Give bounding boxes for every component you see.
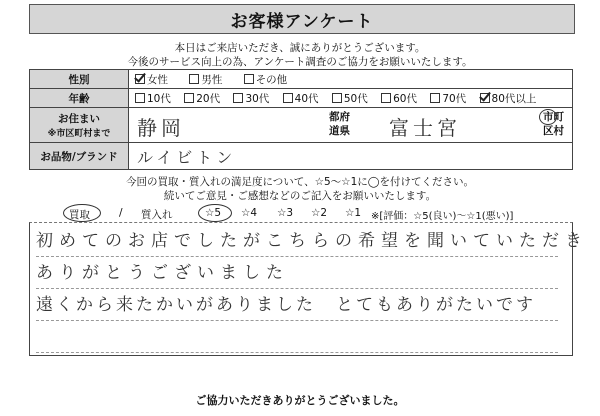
- survey-form-table: [29, 69, 573, 170]
- city-circle-mark: [539, 109, 557, 125]
- address-row: [30, 108, 573, 143]
- rating-line: [29, 207, 573, 222]
- age-options: [129, 89, 573, 108]
- checkbox-icon[interactable]: [332, 93, 342, 103]
- rating-star-3[interactable]: ☆3: [277, 207, 294, 219]
- gender-options: [129, 70, 573, 89]
- age-label: 年齢: [30, 89, 129, 108]
- checkbox-icon[interactable]: [233, 93, 243, 103]
- prefecture-suffix-bottom: 道県: [329, 125, 350, 137]
- gender-label: 性別: [30, 70, 129, 89]
- rating-type-buy[interactable]: 買取: [69, 209, 90, 221]
- age-option-40s[interactable]: 40代: [283, 91, 319, 106]
- comment-line-2: ありがとうございました: [36, 258, 558, 289]
- age-option-30s[interactable]: 30代: [233, 91, 269, 106]
- age-option-10s[interactable]: 10代: [135, 91, 171, 106]
- rating-type-pawn[interactable]: 質入れ: [141, 209, 173, 221]
- comment-line-1: 初めてのお店でしたがこちらの希望を聞いていただき: [36, 226, 558, 257]
- age-option-60s[interactable]: 60代: [381, 91, 417, 106]
- city-suffix-top: 市町: [543, 111, 564, 123]
- rating-type-circle-mark: [63, 204, 101, 222]
- gender-option-female[interactable]: 女性: [135, 72, 168, 87]
- comment-line-3: 遠くから来たかいがありました とてもありがたいです: [36, 290, 558, 321]
- intro-line-1: 本日はご来店いただき、誠にありがとうございます。: [174, 42, 426, 54]
- satisfaction-note-1: 今回の買取・質入れの満足度について、☆5〜☆1に◯を付けてください。: [125, 176, 475, 188]
- prefecture-suffix-top: 都府: [329, 111, 350, 123]
- city-value: 富士宮: [389, 116, 461, 140]
- rating-star-2[interactable]: ☆2: [311, 207, 328, 219]
- gender-option-male[interactable]: 男性: [189, 72, 222, 87]
- age-option-20s[interactable]: 20代: [184, 91, 220, 106]
- checkbox-icon[interactable]: [184, 93, 194, 103]
- rating-type-separator: /: [119, 207, 123, 219]
- age-row: [30, 89, 573, 108]
- rating-legend: ※[評価：☆5(良い)〜☆1(悪い)]: [371, 211, 514, 222]
- rating-star-circle-mark: [198, 204, 232, 222]
- age-option-80s-plus[interactable]: 80代以上: [480, 91, 537, 106]
- survey-title: お客様アンケート: [29, 4, 575, 34]
- checkbox-icon[interactable]: [283, 93, 293, 103]
- satisfaction-note-2: 続いてご意見・ご感想などのご記入をお願いいたします。: [163, 190, 437, 202]
- rating-star-1[interactable]: ☆1: [345, 207, 362, 219]
- city-suffix-bottom: 区村: [543, 125, 564, 137]
- footer-thanks: ご協力いただきありがとうございました。: [195, 394, 405, 407]
- rating-star-5[interactable]: ☆5: [205, 207, 222, 219]
- checkbox-icon[interactable]: [430, 93, 440, 103]
- prefecture-value: 静岡: [137, 116, 185, 140]
- age-option-50s[interactable]: 50代: [332, 91, 368, 106]
- address-sub-label: ※市区町村まで: [47, 129, 111, 139]
- age-option-70s[interactable]: 70代: [430, 91, 466, 106]
- checkbox-icon[interactable]: [381, 93, 391, 103]
- item-label: お品物/ブランド: [30, 143, 129, 170]
- item-field[interactable]: [129, 143, 573, 170]
- address-label: お住まい ※市区町村まで: [30, 108, 129, 143]
- checkbox-checked-icon[interactable]: [135, 74, 145, 84]
- address-field[interactable]: [129, 108, 573, 143]
- gender-row: [30, 70, 573, 89]
- checkbox-checked-icon[interactable]: [480, 93, 490, 103]
- checkbox-icon[interactable]: [244, 74, 254, 84]
- item-value: ルイビトン: [137, 147, 237, 167]
- gender-option-other[interactable]: その他: [244, 72, 288, 87]
- rating-star-4[interactable]: ☆4: [241, 207, 258, 219]
- comment-line-4: [36, 322, 558, 353]
- intro-line-2: 今後のサービス向上の為、アンケート調査のご協力をお願いいたします。: [127, 56, 473, 68]
- item-row: [30, 143, 573, 170]
- checkbox-icon[interactable]: [189, 74, 199, 84]
- checkbox-icon[interactable]: [135, 93, 145, 103]
